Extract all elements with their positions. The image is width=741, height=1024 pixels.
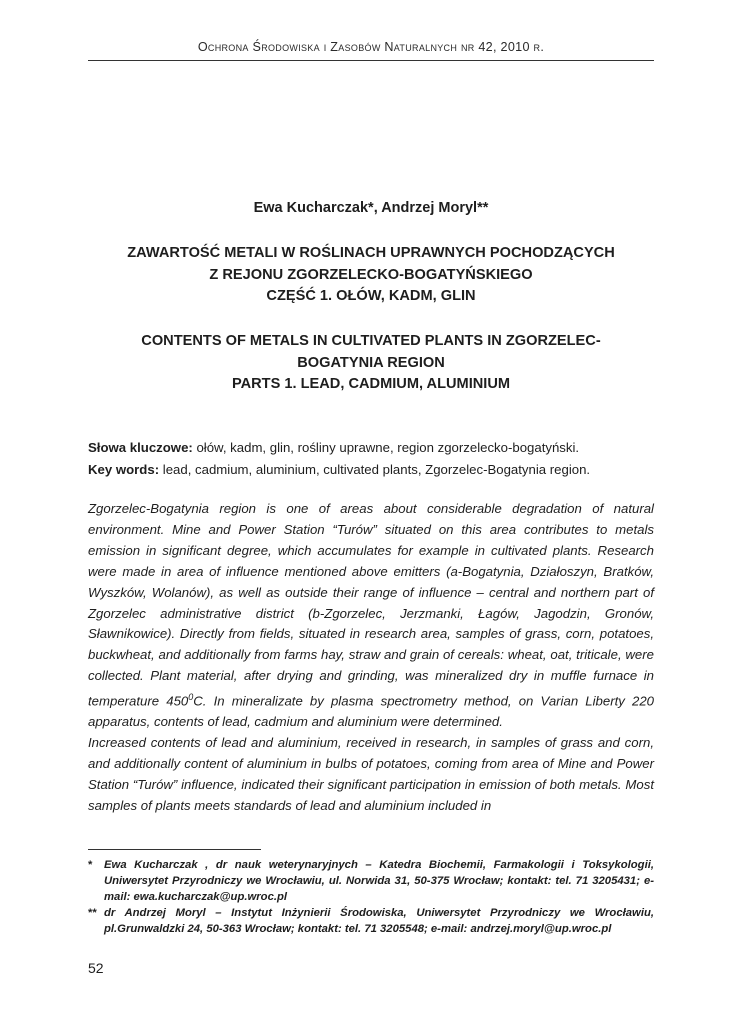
title-polish-line: ZAWARTOŚĆ METALI W ROŚLINACH UPRAWNYCH POCHODZĄCYCH	[127, 245, 615, 261]
footnote-text: dr Andrzej Moryl – Instytut Inżynierii Środowiska, Uniwersytet Przyrodniczy we Wrocławiu, pl.Grunwaldzki 24, 50-363 Wrocław; kontakt: tel. 71 3205548; e-mail: andrzej.moryl@up.wroc.pl	[104, 907, 654, 935]
footnote-mark: *	[88, 859, 93, 871]
footnote-first-author	[88, 857, 654, 905]
footnotes	[88, 857, 654, 937]
title-polish-line: Z REJONU ZGORZELECKO-BOGATYŃSKIEGO	[209, 266, 533, 283]
keywords-polish	[88, 437, 654, 459]
abstract-paragraph	[88, 499, 654, 733]
title-polish-line: CZĘŚĆ 1. OŁÓW, KADM, GLIN	[266, 288, 476, 304]
keywords-english-text: lead, cadmium, aluminium, cultivated plants, Zgorzelec-Bogatynia region.	[159, 461, 591, 477]
keywords-english-label: Key words:	[88, 461, 160, 477]
title-english	[88, 331, 654, 396]
keywords-section	[88, 437, 654, 480]
page-number: 52	[88, 960, 104, 976]
abstract-text: Zgorzelec-Bogatynia region is one of areas about considerable degradation of natural environment. Mine and Power Station “Turów” situated on this area contributes to metals emission in significant degree, which accumulates for example in cultivated plants. Research were made in area of influence mentioned above emitters (a-Bogatynia, Działoszyn, Bratków, Wyszków, Wolanów), as well as outside their range of influence – central and northern part of Zgorzelec administrative district (b-Zgorzelec, Jerzmanki, Łagów, Jagodzin, Gronów, Sławnikowice). Directly from fields, situated in research area, samples of grass, corn, potatoes, buckwheat, and additionally from farms hay, straw and grain of cereals: wheat, oat, triticale, were collected. Plant material, after drying and grinding, was mineralized dry in muffle furnace in temperature 450	[88, 501, 654, 709]
authors: Ewa Kucharczak*, Andrzej Moryl**	[253, 200, 489, 216]
abstract	[88, 499, 654, 817]
title-english-line: CONTENTS OF METALS IN CULTIVATED PLANTS IN ZGORZELEC-	[141, 333, 601, 349]
footnote-second-author	[88, 905, 654, 937]
degree-superscript: 0	[188, 692, 194, 703]
title-polish	[88, 243, 654, 308]
title-english-line: PARTS 1. LEAD, CADMIUM, ALUMINIUM	[231, 376, 511, 392]
title-english-line: BOGATYNIA REGION	[297, 354, 445, 371]
footnote-divider	[88, 849, 261, 850]
abstract-paragraph: Increased contents of lead and aluminium, received in research, in samples of grass and corn, and additionally content of aluminium in bulbs of potatoes, coming from area of Mine and Power Station “Turów” influence, indicated their significant participation in emission of both metals. Most samples of plants meets standards of lead and aluminium included in	[88, 735, 654, 814]
abstract-text: C. In mineralizate by plasma spectrometry method, on Varian Liberty 220 apparatus, contents of lead, cadmium and aluminium were determined.	[88, 693, 654, 730]
footnote-mark: **	[88, 907, 97, 919]
header-divider	[88, 60, 654, 61]
keywords-polish-label: Słowa kluczowe:	[88, 440, 193, 455]
keywords-english	[88, 459, 654, 481]
running-header: Ochrona Środowiska i Zasobów Naturalnych nr 42, 2010 r.	[197, 40, 545, 54]
footnote-text: Ewa Kucharczak , dr nauk weterynaryjnych – Katedra Biochemii, Farmakologii i Toksykologii, Uniwersytet Przyrodniczy we Wrocławiu, ul. Norwida 31, 50-375 Wrocław; kontakt: tel. 71 3205431; e-mail: ewa.kucharczak@up.wroc.pl	[104, 859, 654, 903]
keywords-polish-text: ołów, kadm, glin, rośliny uprawne, region zgorzelecko-bogatyński.	[192, 440, 580, 455]
